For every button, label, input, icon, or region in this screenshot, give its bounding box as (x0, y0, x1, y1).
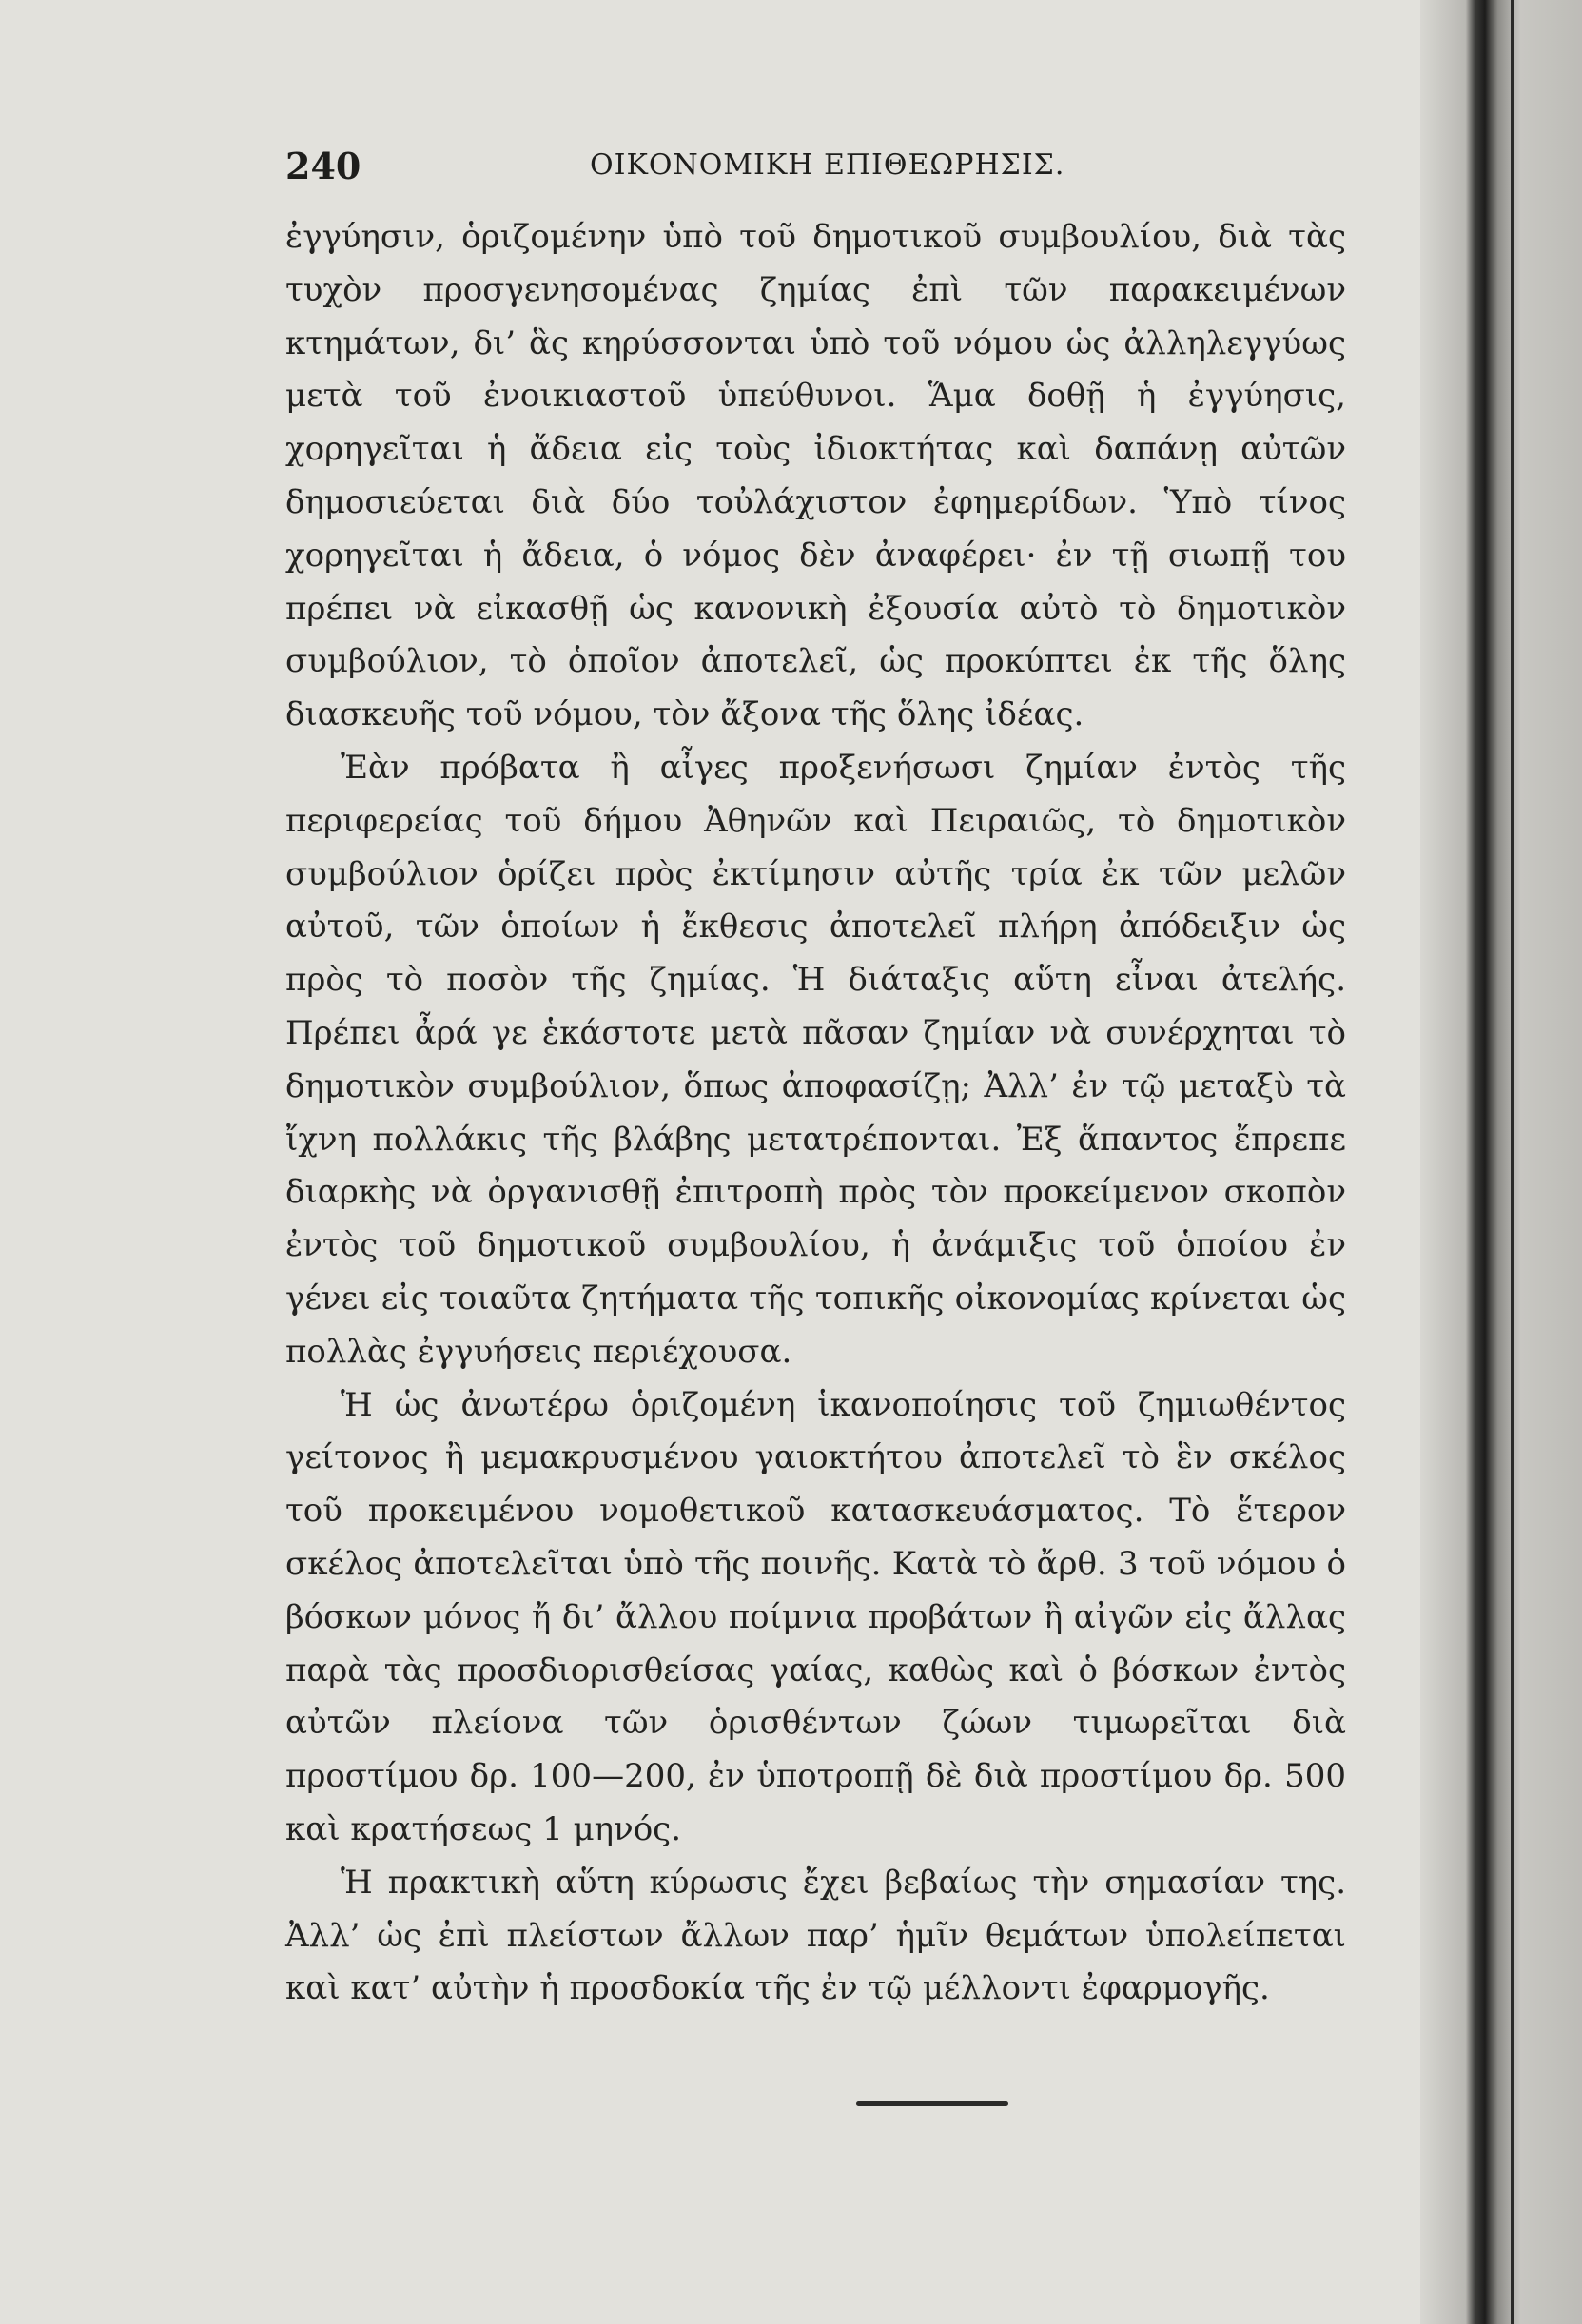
paragraph-3: Ἡ ὡς ἀνωτέρω ὁριζομένη ἱκανοποίησις τοῦ ζημιωθέντος γείτονος ἢ μεμακρυσμένου γαιοκτήτου ἀποτελεῖ τὸ ἓν σκέλος τοῦ προκειμένου νομοθετικοῦ κατασκευάσματος. Τὸ ἕτερον σκέλος ἀποτελεῖται ὑπὸ τῆς ποινῆς. Κατὰ τὸ ἄρθ. 3 τοῦ νόμου ὁ βόσκων μόνος ἤ δι’ ἄλλου ποίμνια προβάτων ἢ αἰγῶν εἰς ἄλλας παρὰ τὰς προσδιορισθείσας γαίας, καθὼς καὶ ὁ βόσκων ἐντὸς αὐτῶν πλείονα τῶν ὁρισθέντων ζώων τιμωρεῖται διὰ προστίμου δρ. 100—200, ἐν ὑποτροπῇ δὲ διὰ προστίμου δρ. 500 καὶ κρατήσεως 1 μηνός. (285, 1385, 1346, 1848)
running-title: ΟΙΚΟΝΟΜΙΚΗ ΕΠΙΘΕΩΡΗΣΙΣ. (590, 148, 1065, 182)
section-end-rule (856, 2101, 1008, 2106)
book-spine-edge (1511, 0, 1514, 2324)
paragraph-2: Ἐὰν πρόβατα ἢ αἶγες προξενήσωσι ζημίαν ἐντὸς τῆς περιφερείας τοῦ δήμου Ἀθηνῶν καὶ Πειραιῶς, τὸ δημοτικὸν συμβούλιον ὁρίζει πρὸς ἐκτίμησιν αὐτῆς τρία ἐκ τῶν μελῶν αὐτοῦ, τῶν ὁποίων ἡ ἔκθεσις ἀποτελεῖ πλήρη ἀπόδειξιν ὡς πρὸς τὸ ποσὸν τῆς ζημίας. Ἡ διάταξις αὕτη εἶναι ἀτελής. Πρέπει ἆρά γε ἑκάστοτε μετὰ πᾶσαν ζημίαν νὰ συνέρχηται τὸ δημοτικὸν συμβούλιον, ὅπως ἀποφασίζῃ; Ἀλλ’ ἐν τῷ μεταξὺ τὰ ἴχνη πολλάκις τῆς βλάβης μετατρέπονται. Ἐξ ἅπαντος ἔπρεπε διαρκὴς νὰ ὀργανισθῇ ἐπιτροπὴ πρὸς τὸν προκείμενον σκοπὸν ἐντὸς τοῦ δημοτικοῦ συμβουλίου, ἡ ἀνάμιξις τοῦ ὁποίου ἐν γένει εἰς τοιαῦτα ζητήματα τῆς τοπικῆς οἰκονομίας κρίνεται ὡς πολλὰς ἐγγυήσεις περιέχουσα. (285, 748, 1346, 1371)
page-header (285, 145, 1370, 202)
paragraph-1: ἐγγύησιν, ὁριζομένην ὑπὸ τοῦ δημοτικοῦ συμβουλίου, διὰ τὰς τυχὸν προσγενησομένας ζημίας ἐπὶ τῶν παρακειμένων κτημάτων, δι’ ἃς κηρύσσονται ὑπὸ τοῦ νόμου ὡς ἀλληλεγγύως μετὰ τοῦ ἐνοικιαστοῦ ὑπεύθυνοι. Ἅμα δοθῇ ἡ ἐγγύησις, χορηγεῖται ἡ ἄδεια εἰς τοὺς ἰδιοκτήτας καὶ δαπάνῃ αὐτῶν δημοσιεύεται διὰ δύο τοὐλάχιστον ἐφημερίδων. Ὑπὸ τίνος χορηγεῖται ἡ ἄδεια, ὁ νόμος δὲν ἀναφέρει· ἐν τῇ σιωπῇ του πρέπει νὰ εἰκασθῇ ὡς κανονικὴ ἐξουσία αὐτὸ τὸ δημοτικὸν συμβούλιον, τὸ ὁποῖον ἀποτελεῖ, ὡς προκύπτει ἐκ τῆς ὅλης διασκευῆς τοῦ νόμου, τὸν ἄξονα τῆς ὅλης ἰδέας. (285, 218, 1346, 734)
body-text (285, 211, 1346, 2016)
paragraph-4: Ἡ πρακτικὴ αὕτη κύρωσις ἔχει βεβαίως τὴν σημασίαν της. Ἀλλ’ ὡς ἐπὶ πλείστων ἄλλων παρ’ ἡμῖν θεμάτων ὑπολείπεται καὶ κατ’ αὐτὴν ἡ προσδοκία τῆς ἐν τῷ μέλλοντι ἐφαρμογῆς. (285, 1863, 1346, 2008)
page-number: 240 (285, 145, 361, 187)
book-gutter-shadow (1420, 0, 1582, 2324)
